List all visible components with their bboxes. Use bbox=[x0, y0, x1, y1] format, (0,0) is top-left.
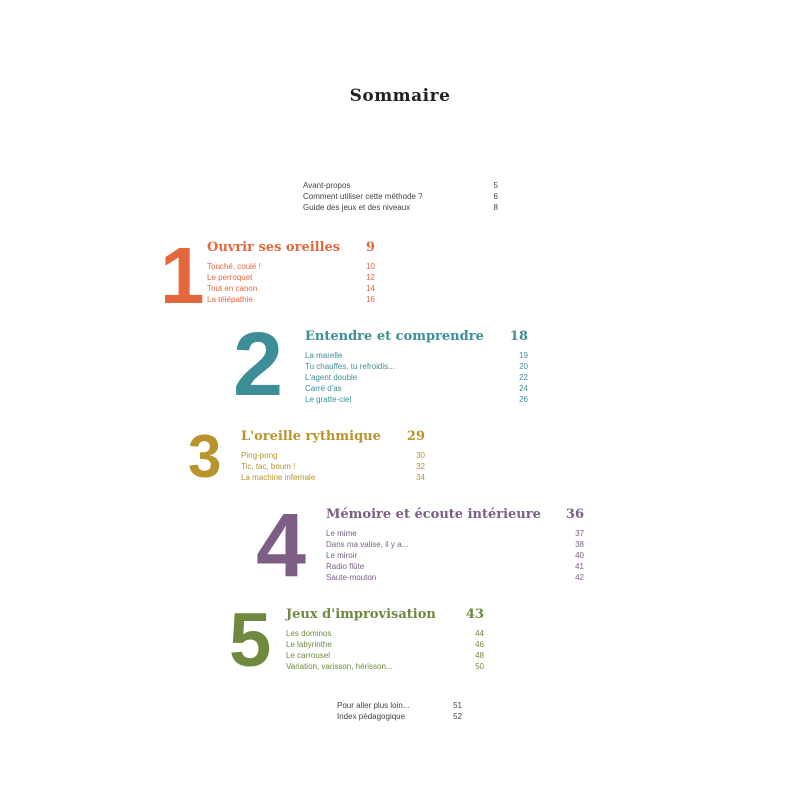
chapter-items bbox=[241, 450, 425, 483]
chapter-number: 2 bbox=[233, 315, 284, 415]
entry-page: 44 bbox=[475, 629, 484, 638]
entry-label: Carré d'as bbox=[305, 384, 342, 393]
entry-page: 52 bbox=[453, 712, 462, 721]
toc-entry[interactable] bbox=[241, 461, 425, 472]
chapter-page: 9 bbox=[365, 240, 375, 255]
chapter-heading[interactable] bbox=[326, 507, 584, 522]
toc-entry[interactable] bbox=[337, 700, 462, 711]
toc-entry[interactable] bbox=[337, 711, 462, 722]
intro-list bbox=[303, 180, 498, 213]
toc-entry[interactable] bbox=[326, 572, 584, 583]
entry-label: Index pédagogique bbox=[337, 712, 406, 721]
chapter-block bbox=[305, 329, 528, 405]
entry-page: 42 bbox=[575, 573, 584, 582]
entry-label: Le carrousel bbox=[286, 651, 331, 660]
toc-entry[interactable] bbox=[326, 550, 584, 561]
entry-page: 34 bbox=[416, 473, 425, 482]
entry-label: Touché, coulé ! bbox=[207, 262, 261, 271]
entry-label: Le miroir bbox=[326, 551, 358, 560]
chapter-items bbox=[305, 350, 528, 405]
chapter-number: 1 bbox=[160, 231, 205, 320]
entry-label: Tu chauffes, tu refroidis... bbox=[305, 362, 395, 371]
entry-page: 20 bbox=[519, 362, 528, 371]
entry-label: Le labyrinthe bbox=[286, 640, 332, 649]
chapter-page: 36 bbox=[565, 507, 584, 522]
chapter-title: L'oreille rythmique bbox=[241, 429, 381, 444]
entry-label: Tout en canon bbox=[207, 284, 258, 293]
toc-entry[interactable] bbox=[286, 628, 484, 639]
toc-entry[interactable] bbox=[303, 202, 498, 213]
entry-page: 6 bbox=[493, 192, 498, 201]
entry-page: 5 bbox=[493, 181, 498, 190]
entry-page: 24 bbox=[519, 384, 528, 393]
toc-entry[interactable] bbox=[303, 191, 498, 202]
entry-page: 38 bbox=[575, 540, 584, 549]
entry-page: 12 bbox=[366, 273, 375, 282]
page-title: Sommaire bbox=[349, 86, 451, 106]
chapter-heading[interactable] bbox=[305, 329, 528, 344]
entry-label: Les dominos bbox=[286, 629, 332, 638]
chapter-block bbox=[207, 240, 375, 305]
chapter-title: Jeux d'improvisation bbox=[286, 607, 436, 622]
entry-page: 26 bbox=[519, 395, 528, 404]
chapter-heading[interactable] bbox=[207, 240, 375, 255]
entry-label: Radio flûte bbox=[326, 562, 365, 571]
entry-label: La télépathie bbox=[207, 295, 253, 304]
toc-entry[interactable] bbox=[207, 272, 375, 283]
entry-label: Ping-pong bbox=[241, 451, 278, 460]
entry-label: Le perroquet bbox=[207, 273, 253, 282]
chapter-title: Mémoire et écoute intérieure bbox=[326, 507, 541, 522]
entry-label: Variation, varisson, hérisson... bbox=[286, 662, 393, 671]
chapter-number: 4 bbox=[256, 496, 307, 596]
chapter-page: 18 bbox=[509, 329, 528, 344]
entry-label: Dans ma valise, il y a... bbox=[326, 540, 409, 549]
entry-page: 37 bbox=[575, 529, 584, 538]
chapter-number: 3 bbox=[188, 423, 222, 490]
toc-entry[interactable] bbox=[305, 372, 528, 383]
entry-page: 51 bbox=[453, 701, 462, 710]
entry-label: Saute-mouton bbox=[326, 573, 377, 582]
entry-page: 16 bbox=[366, 295, 375, 304]
chapter-items bbox=[286, 628, 484, 672]
entry-label: La marelle bbox=[305, 351, 343, 360]
entry-page: 19 bbox=[519, 351, 528, 360]
toc-entry[interactable] bbox=[286, 650, 484, 661]
entry-page: 22 bbox=[519, 373, 528, 382]
entry-label: Tic, tac, boum ! bbox=[241, 462, 296, 471]
toc-entry[interactable] bbox=[286, 639, 484, 650]
chapter-number: 5 bbox=[229, 598, 272, 683]
chapter-heading[interactable] bbox=[286, 607, 484, 622]
chapter-page: 43 bbox=[465, 607, 484, 622]
entry-label: L'agent double bbox=[305, 373, 358, 382]
chapter-title: Entendre et comprendre bbox=[305, 329, 484, 344]
chapter-heading[interactable] bbox=[241, 429, 425, 444]
toc-entry[interactable] bbox=[305, 350, 528, 361]
entry-page: 32 bbox=[416, 462, 425, 471]
chapter-items bbox=[326, 528, 584, 583]
entry-page: 30 bbox=[416, 451, 425, 460]
entry-label: Le mime bbox=[326, 529, 357, 538]
toc-entry[interactable] bbox=[207, 283, 375, 294]
entry-label: Avant-propos bbox=[303, 181, 351, 190]
toc-entry[interactable] bbox=[326, 561, 584, 572]
toc-entry[interactable] bbox=[305, 361, 528, 372]
toc-entry[interactable] bbox=[326, 539, 584, 550]
toc-entry[interactable] bbox=[326, 528, 584, 539]
entry-page: 50 bbox=[475, 662, 484, 671]
entry-label: Le gratte-ciel bbox=[305, 395, 352, 404]
chapter-items bbox=[207, 261, 375, 305]
chapter-block bbox=[241, 429, 425, 483]
chapter-block bbox=[326, 507, 584, 583]
toc-entry[interactable] bbox=[286, 661, 484, 672]
toc-entry[interactable] bbox=[207, 294, 375, 305]
entry-label: Comment utiliser cette méthode ? bbox=[303, 192, 423, 201]
entry-label: Pour aller plus loin... bbox=[337, 701, 410, 710]
toc-entry[interactable] bbox=[207, 261, 375, 272]
toc-entry[interactable] bbox=[241, 472, 425, 483]
chapter-page: 29 bbox=[406, 429, 425, 444]
entry-label: Guide des jeux et des niveaux bbox=[303, 203, 411, 212]
outro-list bbox=[337, 700, 462, 722]
entry-page: 40 bbox=[575, 551, 584, 560]
entry-page: 14 bbox=[366, 284, 375, 293]
entry-page: 41 bbox=[575, 562, 584, 571]
entry-page: 8 bbox=[493, 203, 498, 212]
toc-entry[interactable] bbox=[241, 450, 425, 461]
chapter-title: Ouvrir ses oreilles bbox=[207, 240, 341, 255]
entry-page: 48 bbox=[475, 651, 484, 660]
entry-page: 46 bbox=[475, 640, 484, 649]
chapter-block bbox=[286, 607, 484, 672]
entry-page: 10 bbox=[366, 262, 375, 271]
entry-label: La machine infernale bbox=[241, 473, 316, 482]
toc-entry[interactable] bbox=[305, 383, 528, 394]
toc-entry[interactable] bbox=[305, 394, 528, 405]
toc-entry[interactable] bbox=[303, 180, 498, 191]
